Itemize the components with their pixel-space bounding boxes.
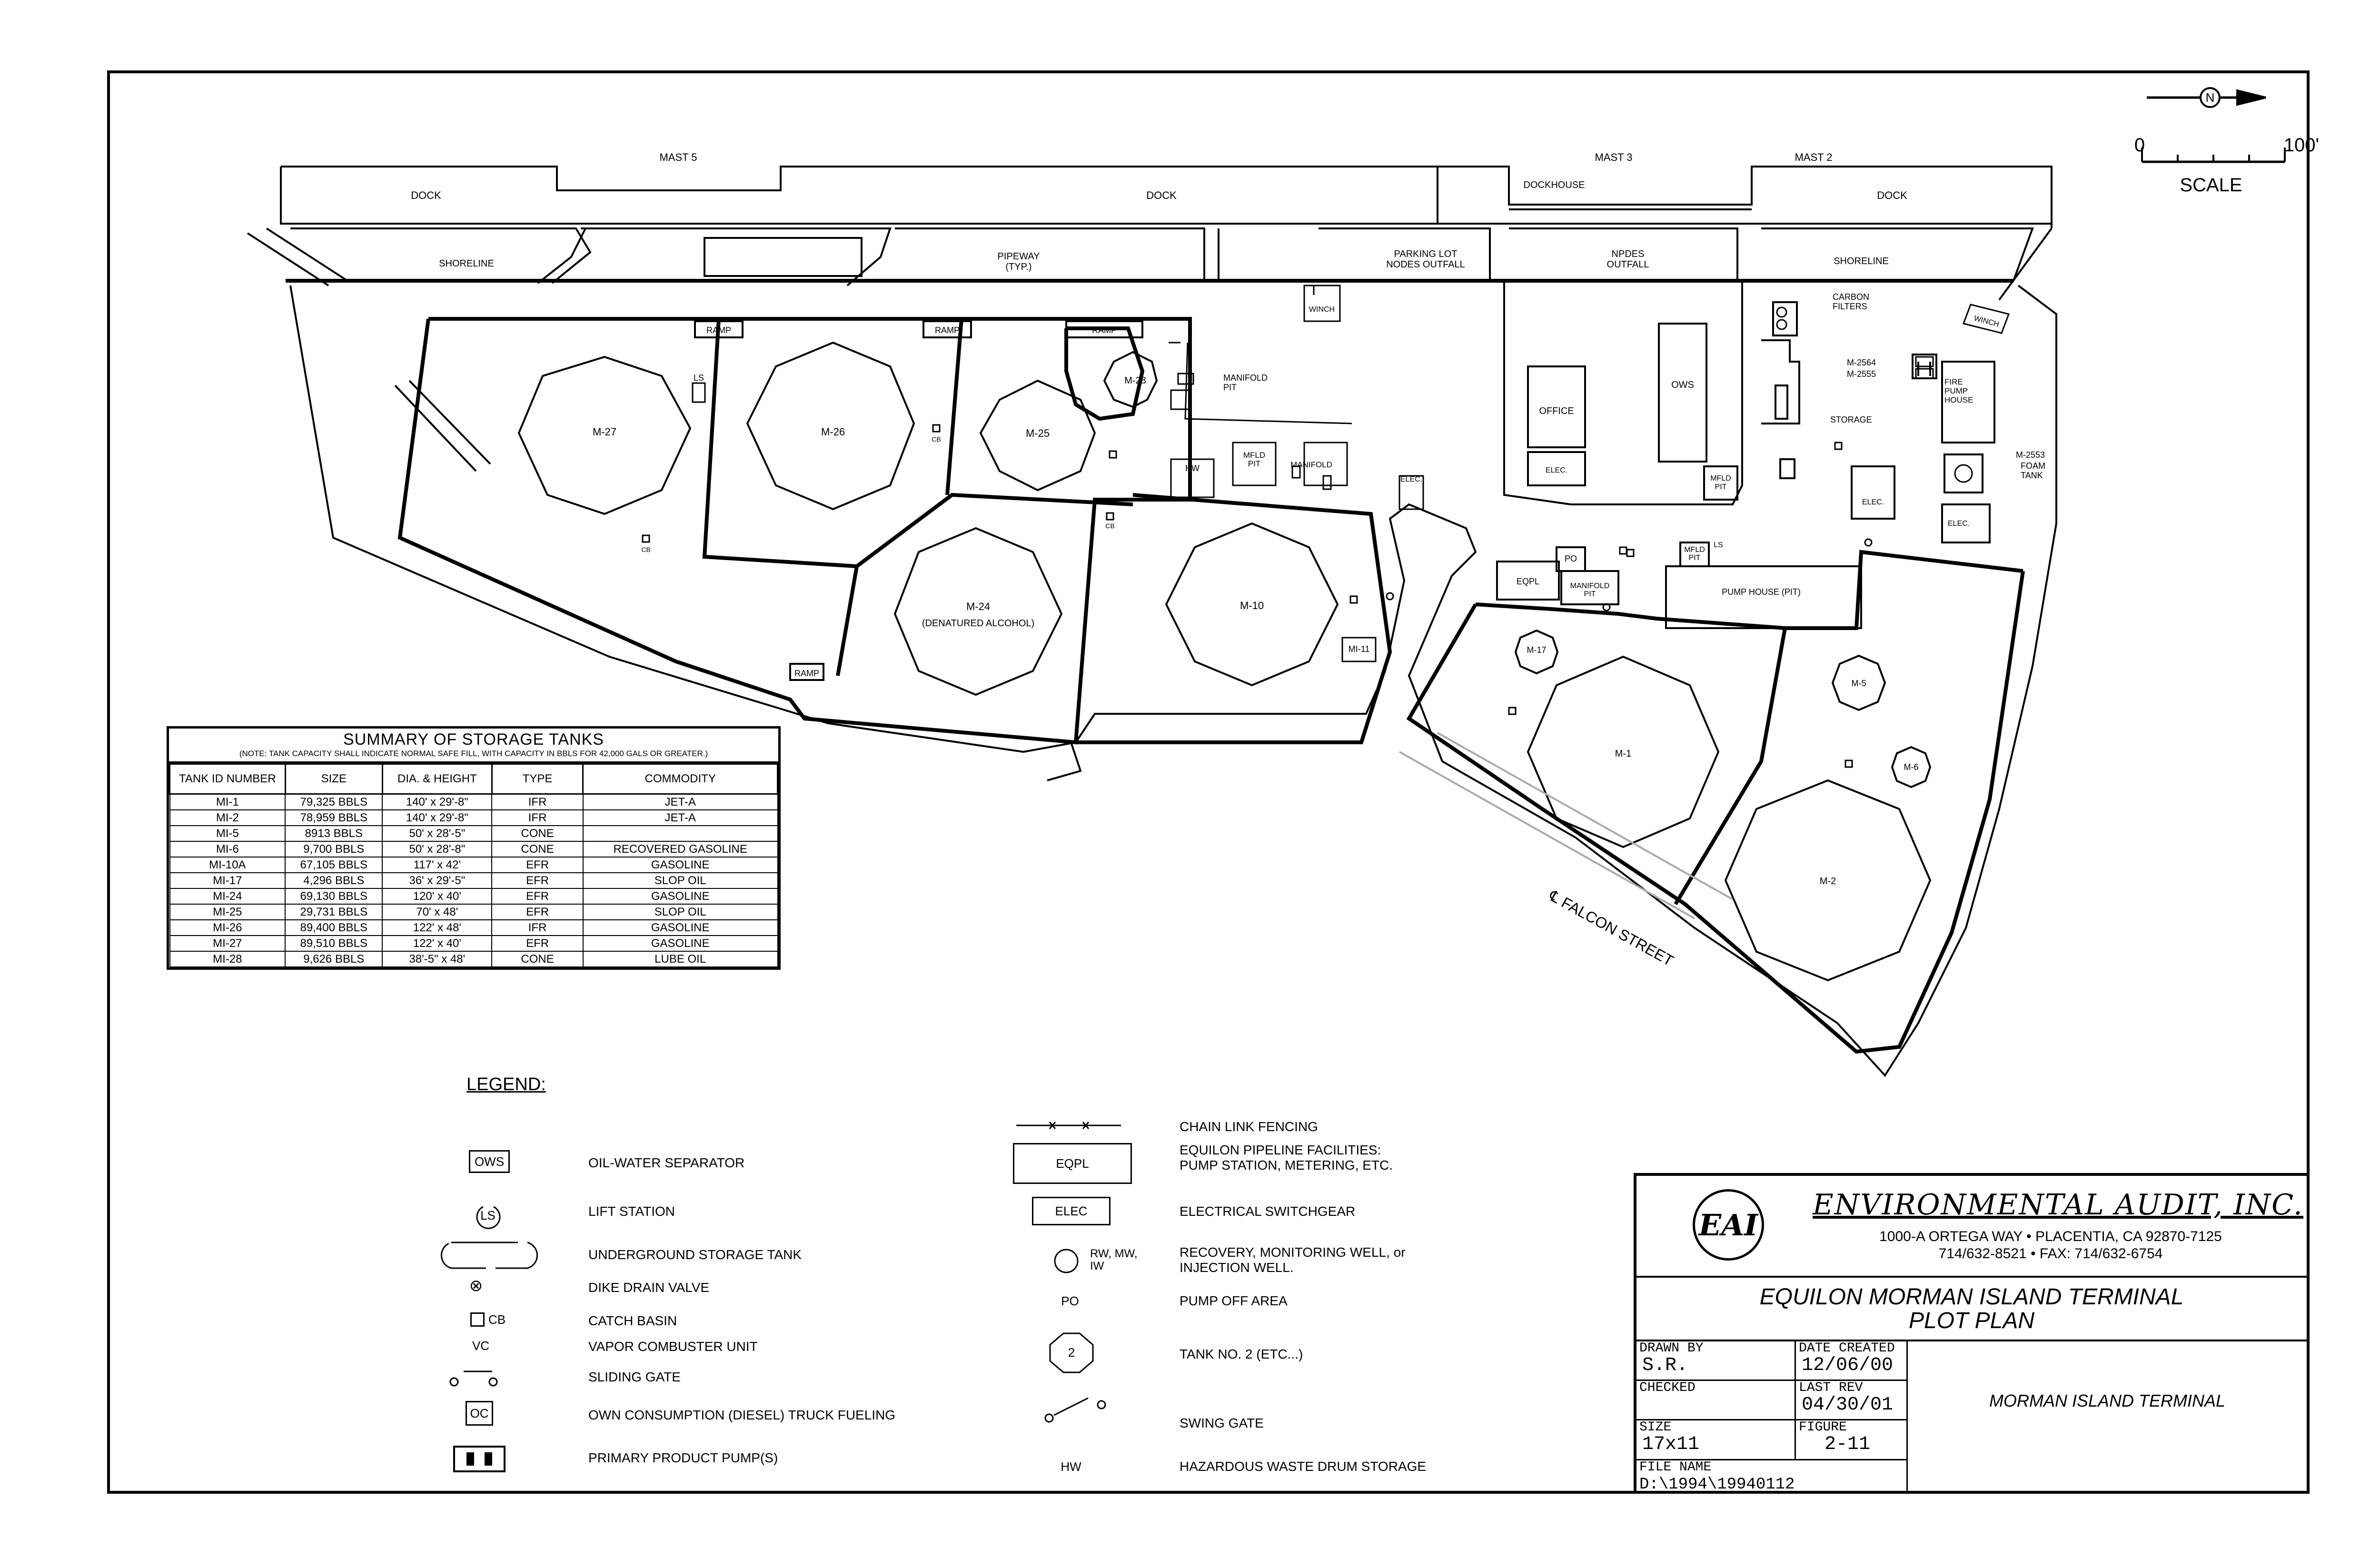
size-value: 17x11 — [1642, 1434, 1700, 1455]
mfld-pit-west-1: MFLD — [1243, 451, 1266, 460]
hw-label: HW — [1185, 463, 1200, 473]
tank-m17-label: M-17 — [1527, 645, 1547, 655]
table-row — [170, 857, 778, 873]
carbon-filters-2: FILTERS — [1833, 302, 1867, 311]
company-address-block — [1827, 1228, 2274, 1262]
tank-m25-label: M-25 — [1025, 427, 1050, 439]
table-cell: LUBE OIL — [583, 951, 778, 967]
last-rev-value: 04/30/01 — [1802, 1394, 1894, 1416]
file-name-value: D:\1994\19940112 — [1639, 1476, 1795, 1494]
table-cell: MI-25 — [170, 904, 286, 920]
pipeway-label — [998, 251, 1040, 272]
tank-m24-note: (DENATURED ALCOHOL) — [922, 618, 1035, 629]
fire-pump-3: HOUSE — [1944, 395, 1973, 404]
table-row — [170, 888, 778, 904]
table-cell: MI-26 — [170, 920, 286, 936]
figure-value: 2-11 — [1825, 1434, 1871, 1455]
table-cell: MI-5 — [170, 826, 286, 841]
legend-ust: UNDERGROUND STORAGE TANK — [588, 1247, 802, 1262]
dock-label-2: DOCK — [1146, 189, 1177, 201]
legend-own-consumption: OWN CONSUMPTION (DIESEL) TRUCK FUELING — [588, 1408, 896, 1422]
mfld-pit-east2-1: MFLD — [1684, 546, 1705, 554]
carbon-filters-1: CARBON — [1833, 292, 1870, 302]
winch-label-west: WINCH — [1309, 306, 1335, 314]
eqpl-label: EQPL — [1516, 577, 1540, 586]
well-icon — [1052, 1247, 1081, 1275]
col-type: TYPE — [492, 764, 583, 794]
summary-body — [170, 794, 778, 967]
figure-label: FIGURE — [1799, 1420, 1847, 1435]
table-row — [170, 826, 778, 841]
chain-link-fence-icon — [1016, 1118, 1121, 1133]
col-dia-height: DIA. & HEIGHT — [382, 764, 492, 794]
table-cell: MI-27 — [170, 936, 286, 951]
elec-label-office: ELEC. — [1545, 466, 1568, 474]
tank-m28-label: M-28 — [1124, 375, 1146, 386]
date-created-label: DATE CREATED — [1799, 1341, 1895, 1356]
summary-note: (NOTE: TANK CAPACITY SHALL INDICATE NORMAL SAFE FILL, WITH CAPACITY IN BBLS FOR 42,000 GALS OR GREATER.) — [169, 749, 778, 763]
drawn-by-cell — [1636, 1341, 1796, 1381]
mfld-pit-label-east-2 — [1684, 546, 1705, 562]
pipeway-label-2: (TYP.) — [1005, 262, 1032, 272]
table-cell: GASOLINE — [583, 888, 778, 904]
dock-label-1: DOCK — [411, 189, 441, 201]
east-facility — [1497, 281, 1994, 628]
catch-basin-box — [470, 1312, 485, 1327]
mfld-pit-label-east — [1710, 474, 1731, 491]
last-rev-cell — [1796, 1381, 1908, 1420]
table-cell: MI-10A — [170, 857, 286, 873]
po-label-plan: PO — [1564, 554, 1577, 563]
fire-pump-house-label — [1944, 377, 1973, 404]
table-cell: CONE — [492, 841, 583, 857]
table-cell: GASOLINE — [583, 920, 778, 936]
table-cell: 70' x 48' — [382, 904, 492, 920]
table-cell: 67,105 BBLS — [285, 857, 382, 873]
foam-tank-label — [2021, 461, 2045, 480]
table-cell — [583, 826, 778, 841]
carbon-filter-2 — [1777, 320, 1786, 329]
size-cell — [1636, 1420, 1796, 1460]
hw-symbol: HW — [1061, 1459, 1081, 1474]
cb-label-2: CB — [641, 546, 651, 553]
tank-m24-label: M-24 — [966, 601, 991, 612]
scale-bar — [2134, 135, 2319, 196]
tag-2564: M-2564 — [1847, 358, 1876, 367]
table-cell: 122' x 40' — [382, 936, 492, 951]
underground-storage-tank-icon — [437, 1241, 542, 1270]
ls-label-west: LS — [693, 373, 704, 383]
mfld-pit-east-2: PIT — [1715, 483, 1727, 491]
table-row — [170, 873, 778, 888]
winch-west — [1304, 286, 1340, 321]
parking-outfall-line2: NODES OUTFALL — [1386, 259, 1465, 270]
elec-label-east-1: ELEC. — [1862, 498, 1884, 506]
last-rev-label: LAST REV — [1799, 1380, 1863, 1395]
shoreline-label-2: SHORELINE — [1834, 256, 1889, 266]
title-block — [1634, 1173, 2310, 1494]
table-cell: 79,325 BBLS — [285, 794, 382, 810]
ramp-label-2: RAMP — [934, 325, 960, 335]
foam-tank-2: TANK — [2021, 471, 2043, 480]
legend-swing-gate: SWING GATE — [1180, 1416, 1264, 1430]
company-phone: 714/632-8521 • FAX: 714/632-6754 — [1938, 1246, 2163, 1261]
tag-2555: M-2555 — [1847, 369, 1876, 379]
ramp-label-1: RAMP — [706, 325, 732, 335]
checked-cell — [1636, 1381, 1796, 1420]
tank-m1-label: M-1 — [1615, 749, 1632, 759]
file-name-cell — [1636, 1460, 1908, 1494]
mast-2: MAST 2 — [1795, 151, 1833, 163]
table-cell: 8913 BBLS — [285, 826, 382, 841]
foam-tank-1: FOAM — [2021, 461, 2045, 471]
figure-cell — [1796, 1420, 1908, 1460]
foam-tank-icon — [1955, 465, 1972, 482]
ramp-label-4: RAMP — [794, 669, 820, 678]
table-cell: IFR — [492, 920, 583, 936]
storage-tank-summary — [167, 726, 781, 970]
swing-gate-icon — [1042, 1393, 1109, 1427]
shoreline-label-1: SHORELINE — [439, 258, 494, 269]
scale-max: 100' — [2283, 135, 2320, 156]
sliding-gate-symbol — [447, 1365, 500, 1393]
mfld-pit-label-west — [1243, 451, 1265, 468]
east-dikes — [1409, 552, 2023, 1052]
table-cell: 140' x 29'-8" — [382, 810, 492, 826]
col-tank-id: TANK ID NUMBER — [170, 764, 286, 794]
manifold-pit-east-1: MANIFOLD — [1570, 582, 1610, 590]
chain-link-fencing-symbol — [1016, 1118, 1121, 1133]
parking-outfall-label — [1386, 249, 1465, 270]
pipeway-label-1: PIPEWAY — [997, 251, 1040, 262]
storage-label: STORAGE — [1830, 415, 1872, 424]
npdes-outfall-line1: NPDES — [1611, 249, 1645, 259]
legend-lift-station: LIFT STATION — [588, 1204, 675, 1219]
tank-number-text: 2 — [1068, 1345, 1075, 1360]
cb-label-3: CB — [1105, 522, 1115, 530]
table-cell: 50' x 28'-5" — [382, 826, 492, 841]
mfld-pit-west-2: PIT — [1248, 459, 1261, 468]
falcon-street-label: ℄ FALCON STREET — [1546, 887, 1677, 970]
legend-eqpl: EQUILON PIPELINE FACILITIES: PUMP STATION, METERING, ETC. — [1180, 1143, 1393, 1173]
north-arrow-icon — [2147, 88, 2266, 107]
table-cell: 120' x 40' — [382, 888, 492, 904]
col-commodity: COMMODITY — [583, 764, 778, 794]
tank-m5-label: M-5 — [1851, 679, 1866, 688]
eqpl-symbol: EQPL — [1013, 1143, 1132, 1184]
table-cell: MI-24 — [170, 888, 286, 904]
table-cell: EFR — [492, 857, 583, 873]
east-markers — [1387, 443, 1872, 767]
table-cell: CONE — [492, 951, 583, 967]
legend-pump-off: PUMP OFF AREA — [1180, 1293, 1288, 1308]
table-cell: MI-6 — [170, 841, 286, 857]
table-cell: CONE — [492, 826, 583, 841]
catch-basin-text: CB — [488, 1312, 506, 1327]
parking-outfall-line1: PARKING LOT — [1394, 249, 1458, 259]
ows-label: OWS — [1671, 380, 1694, 390]
checked-label: CHECKED — [1639, 1380, 1696, 1395]
table-cell: GASOLINE — [583, 857, 778, 873]
manifold-label: MANIFOLD — [1290, 460, 1332, 469]
mi11-label: MI-11 — [1348, 644, 1370, 654]
table-cell: 4,296 BBLS — [285, 873, 382, 888]
primary-pump-symbol — [453, 1446, 506, 1472]
file-name-label: FILE NAME — [1639, 1460, 1712, 1475]
col-size: SIZE — [285, 764, 382, 794]
legend-ows: OIL-WATER SEPARATOR — [588, 1155, 745, 1170]
sliding-gate-icon — [447, 1365, 500, 1393]
drawn-by-value: S.R. — [1642, 1355, 1688, 1376]
legend-hw: HAZARDOUS WASTE DRUM STORAGE — [1180, 1459, 1427, 1474]
fire-pump-1: FIRE — [1944, 377, 1963, 386]
table-cell: EFR — [492, 873, 583, 888]
elec-label-east-2: ELEC. — [1947, 520, 1970, 528]
date-created-value: 12/06/00 — [1802, 1355, 1894, 1376]
table-cell: 69,130 BBLS — [285, 888, 382, 904]
legend-tank-no: TANK NO. 2 (ETC...) — [1180, 1347, 1303, 1361]
cb-label-1: CB — [932, 435, 941, 443]
fire-pump-2: PUMP — [1944, 386, 1968, 395]
summary-header-row — [170, 764, 778, 794]
winch-label-east: WINCH — [1973, 314, 2000, 329]
mast-3: MAST 3 — [1595, 151, 1633, 163]
table-cell: EFR — [492, 904, 583, 920]
drawing-name: MORMAN ISLAND TERMINAL — [1989, 1391, 2226, 1410]
project-title-line2: PLOT PLAN — [1908, 1308, 2035, 1333]
tag-2553: M-2553 — [2016, 450, 2045, 460]
carbon-filters-label — [1833, 292, 1869, 311]
summary-table — [169, 763, 778, 967]
ramp-label-3: RAMP — [1091, 325, 1117, 335]
table-cell: 140' x 29'-8" — [382, 794, 492, 810]
well-symbol-text: RW, MW, IW — [1090, 1247, 1138, 1272]
project-title — [1636, 1276, 2307, 1341]
table-row — [170, 951, 778, 967]
table-cell: 29,731 BBLS — [285, 904, 382, 920]
manifold-pit-label — [1223, 373, 1268, 392]
legend-chain-link: CHAIN LINK FENCING — [1180, 1119, 1318, 1134]
lift-station-symbol-text: LS — [480, 1208, 496, 1222]
catch-basin-symbol — [466, 1310, 509, 1329]
primary-pump-bar-2 — [485, 1452, 492, 1466]
table-cell: 89,510 BBLS — [285, 936, 382, 951]
table-cell: 9,626 BBLS — [285, 951, 382, 967]
table-cell: MI-1 — [170, 794, 286, 810]
vapor-combuster-symbol: VC — [472, 1338, 490, 1353]
company-logo: EAI — [1693, 1189, 1764, 1261]
legend-title: LEGEND: — [466, 1074, 546, 1094]
company-address: 1000-A ORTEGA WAY • PLACENTIA, CA 92870-7125 — [1879, 1229, 2222, 1244]
company-name: ENVIRONMENTAL AUDIT, INC. — [1813, 1188, 2304, 1222]
primary-pump-bar-1 — [466, 1452, 474, 1466]
npdes-outfall-label — [1607, 249, 1649, 270]
manifold-pit-2: PIT — [1223, 383, 1237, 392]
dike-drain-valve-icon: ⊗ — [469, 1277, 483, 1295]
legend-dike-drain: DIKE DRAIN VALVE — [588, 1280, 710, 1295]
west-equipment — [643, 343, 1423, 661]
manifold-pit-east-2: PIT — [1584, 590, 1596, 598]
table-cell: JET-A — [583, 810, 778, 826]
table-cell: GASOLINE — [583, 936, 778, 951]
ls-label-east: LS — [1714, 541, 1723, 549]
legend-wells: RECOVERY, MONITORING WELL, or INJECTION WELL. — [1180, 1245, 1406, 1275]
legend-catch-basin: CATCH BASIN — [588, 1313, 677, 1328]
table-cell: IFR — [492, 810, 583, 826]
table-row — [170, 810, 778, 826]
legend-sliding-gate: SLIDING GATE — [588, 1370, 681, 1384]
legend-vapor-combuster: VAPOR COMBUSTER UNIT — [588, 1339, 758, 1354]
table-cell: 38'-5" x 48' — [382, 951, 492, 967]
table-cell: IFR — [492, 794, 583, 810]
elec-symbol: ELEC — [1032, 1197, 1111, 1225]
dock-label-3: DOCK — [1877, 189, 1907, 201]
company-panel — [1636, 1176, 2307, 1278]
legend-elec: ELECTRICAL SWITCHGEAR — [1180, 1204, 1356, 1219]
pump-house-label: PUMP HOUSE (PIT) — [1722, 587, 1801, 597]
svg-text:N: N — [2205, 90, 2215, 105]
mast-5: MAST 5 — [659, 151, 697, 163]
table-cell: RECOVERED GASOLINE — [583, 841, 778, 857]
table-cell: SLOP OIL — [583, 904, 778, 920]
table-cell: 117' x 42' — [382, 857, 492, 873]
table-cell: 122' x 48' — [382, 920, 492, 936]
table-cell: MI-17 — [170, 873, 286, 888]
office-label: OFFICE — [1539, 406, 1574, 416]
elec-label-west: ELEC. — [1400, 475, 1423, 483]
table-cell: 89,400 BBLS — [285, 920, 382, 936]
summary-title: SUMMARY OF STORAGE TANKS — [343, 730, 604, 749]
npdes-outfall-line2: OUTFALL — [1606, 259, 1649, 270]
manifold-pit-east-label — [1570, 582, 1610, 598]
ust-symbol — [437, 1241, 542, 1270]
scale-zero: 0 — [2134, 135, 2145, 156]
table-cell: 78,959 BBLS — [285, 810, 382, 826]
table-cell: 50' x 28'-8" — [382, 841, 492, 857]
table-row — [170, 794, 778, 810]
tank-m6-label: M-6 — [1904, 762, 1919, 772]
swing-gate-symbol — [1042, 1393, 1109, 1427]
drawn-by-label: DRAWN BY — [1639, 1341, 1704, 1356]
date-created-cell — [1796, 1341, 1908, 1381]
table-row — [170, 920, 778, 936]
tank-m27-label: M-27 — [592, 426, 617, 438]
table-cell: 9,700 BBLS — [285, 841, 382, 857]
table-cell: MI-2 — [170, 810, 286, 826]
table-cell: EFR — [492, 888, 583, 904]
table-cell: MI-28 — [170, 951, 286, 967]
scale-label: SCALE — [2180, 175, 2242, 196]
shoreline — [248, 228, 2052, 300]
dockhouse-label: DOCKHOUSE — [1523, 180, 1585, 190]
tank-m26-label: M-26 — [821, 426, 845, 438]
po-symbol: PO — [1061, 1293, 1079, 1308]
tank-m2-label: M-2 — [1819, 876, 1836, 887]
table-cell: 36' x 29'-5" — [382, 873, 492, 888]
table-cell: JET-A — [583, 794, 778, 810]
table-cell: SLOP OIL — [583, 873, 778, 888]
ows-symbol: OWS — [469, 1150, 510, 1173]
well-symbol — [1052, 1247, 1081, 1275]
table-cell: EFR — [492, 936, 583, 951]
table-row — [170, 936, 778, 951]
own-consumption-symbol: OC — [466, 1401, 493, 1426]
manifold-pit-1: MANIFOLD — [1223, 373, 1268, 383]
table-row — [170, 904, 778, 920]
size-label: SIZE — [1639, 1420, 1672, 1435]
mfld-pit-east2-2: PIT — [1688, 554, 1701, 562]
legend-primary-pump: PRIMARY PRODUCT PUMP(S) — [588, 1450, 778, 1465]
tank-m10-label: M-10 — [1240, 600, 1264, 611]
mfld-pit-east-1: MFLD — [1710, 474, 1731, 483]
table-row — [170, 841, 778, 857]
project-title-line1: EQUILON MORMAN ISLAND TERMINAL — [1759, 1284, 2184, 1310]
carbon-filter-1 — [1777, 307, 1786, 317]
